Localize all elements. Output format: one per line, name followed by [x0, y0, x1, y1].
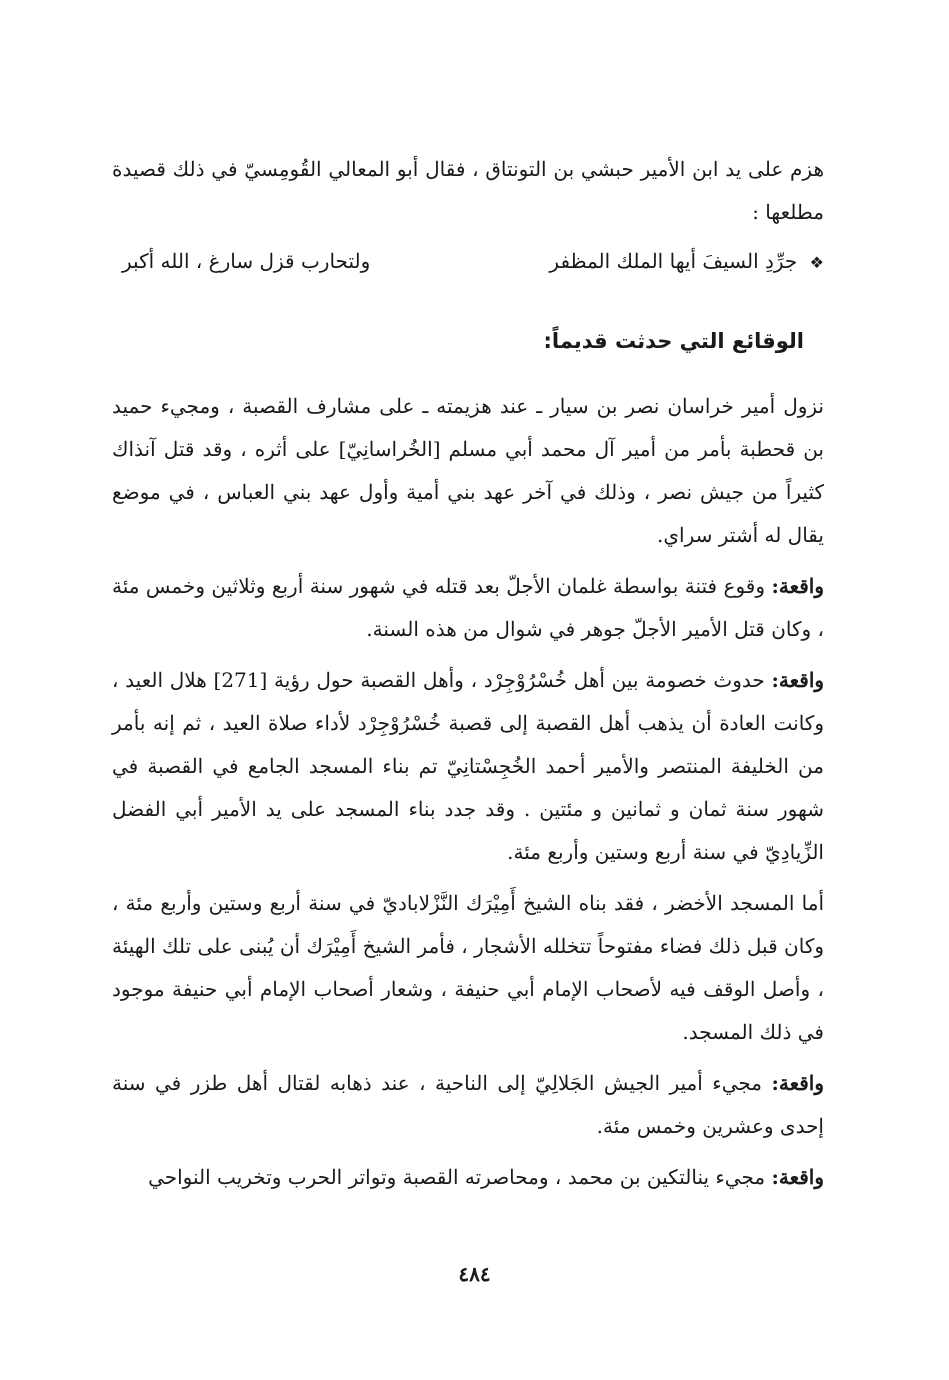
- verse-first-hemistich-text: جرِّدِ السيفَ أيها الملك المظفر: [549, 249, 798, 273]
- event-paragraph: [112, 1062, 824, 1148]
- page-number: ٤٨٤: [458, 1262, 491, 1286]
- event-label: واقعة:: [771, 668, 825, 692]
- diamond-bullet-icon: ❖: [809, 253, 824, 272]
- event-text-continued: هلال العيد ، وكانت العادة أن يذهب أهل القصبة إلى قصبة خُسْرُوْجِرْد لأداء صلاة العيد ، ثم إنه بأمر من الخليفة المنتصر والأمير أحمد الخُجِسْتانِيّ تم بناء المسجد الجامع في القصبة في شهور سنة ثمان و ثمانين و مئتين . وقد جدد بناء المسجد على يد الأمير أبي الفضل الزِّيادِيّ في سنة أربع وستين وأربع مئة.: [112, 668, 824, 864]
- intro-paragraph: هزم على يد ابن الأمير حبشي بن التونتاق ، فقال أبو المعالي القُومِسيّ في ذلك قصيدة مطلعها :: [112, 157, 824, 224]
- source-page-reference: [271]: [213, 668, 268, 692]
- event-paragraph: [112, 1156, 824, 1199]
- event-paragraph: [112, 659, 824, 874]
- event-paragraph: [112, 882, 824, 1054]
- page-body: [112, 148, 824, 1207]
- verse-first-hemistich: [549, 240, 824, 284]
- verse-second-hemistich: ولتحارب قزل سارغ ، الله أكبر: [122, 249, 371, 273]
- event-text: مجيء أمير الجيش الجَلالِيّ إلى الناحية ، عند ذهابه لقتال أهل طزر في سنة إحدى وعشرين وخمس مئة.: [112, 1071, 824, 1138]
- event-label: واقعة:: [771, 1165, 824, 1189]
- event-label: واقعة:: [771, 574, 824, 598]
- section-heading: الوقائع التي حدثت قديماً:: [543, 329, 804, 353]
- event-text: مجيء ينالتكين بن محمد ، ومحاصرته القصبة وتواتر الحرب وتخريب النواحي: [148, 1165, 766, 1189]
- event-text: حدوث خصومة بين أهل خُسْرُوْجِرْد ، وأهل القصبة حول رؤية: [274, 668, 765, 692]
- event-paragraph: [112, 565, 824, 651]
- event-text: نزول أمير خراسان نصر بن سيار ـ عند هزيمته ـ على مشارف القصبة ، ومجيء حميد بن قحطبة بأمر من أمير آل محمد أبي مسلم [الخُراسانِيّ] على أثره ، وقد قتل آنذاك كثيراً من جيش نصر ، وذلك في آخر عهد بني أمية وأول عهد بني العباس ، في موضع يقال له أشتر سراي.: [112, 394, 824, 547]
- poem-verse: [112, 240, 824, 284]
- event-text: أما المسجد الأخضر ، فقد بناه الشيخ أَمِيْرَك النَّزْلاباديّ في سنة أربع وستين وأربع مئة ، وكان قبل ذلك فضاء مفتوحاً تتخلله الأشجار ، فأمر الشيخ أَمِيْرَك أن يُبنى على تلك الهيئة ، وأصل الوقف فيه لأصحاب الإمام أبي حنيفة ، وشعار أصحاب الإمام أبي حنيفة موجود في ذلك المسجد.: [112, 891, 824, 1044]
- event-paragraph: [112, 385, 824, 557]
- event-label: واقعة:: [771, 1071, 825, 1095]
- event-text: وقوع فتنة بواسطة غلمان الأجلّ بعد قتله في شهور سنة أربع وثلاثين وخمس مئة ، وكان قتل الأمير الأجلّ جوهر في شوال من هذه السنة.: [112, 574, 824, 641]
